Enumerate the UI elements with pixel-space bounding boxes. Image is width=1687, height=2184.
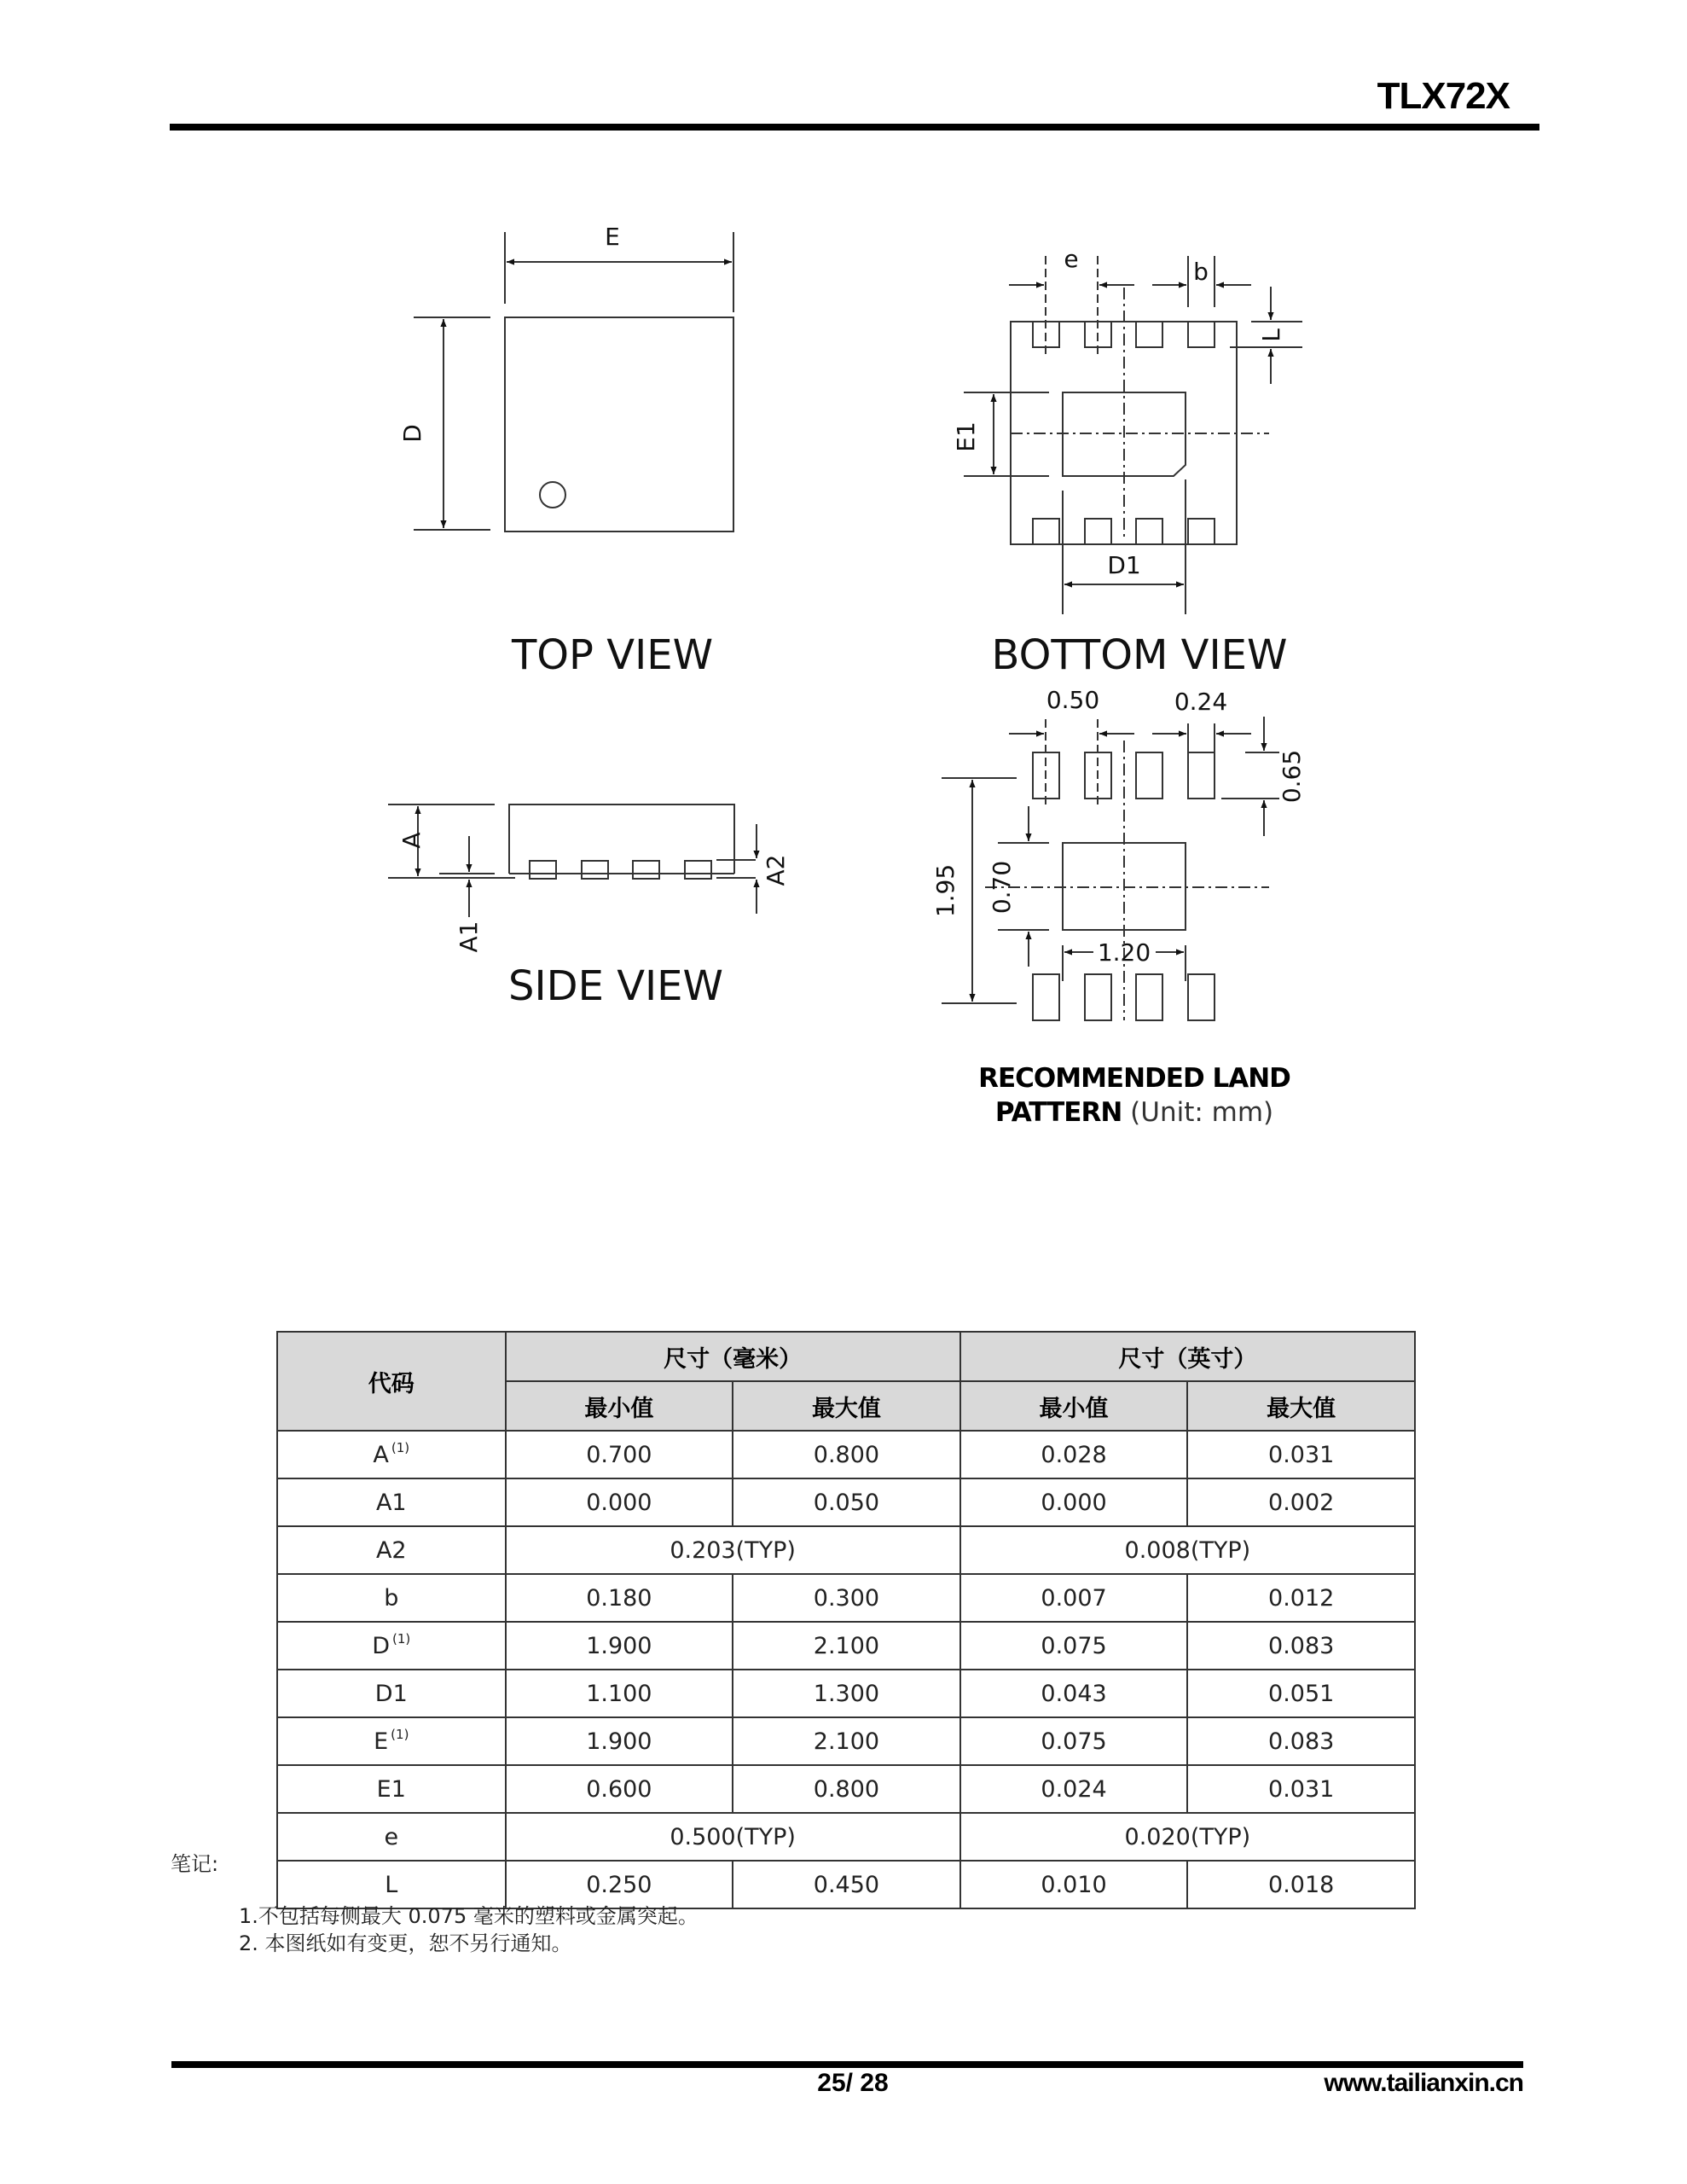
top-view-title: TOP VIEW [511, 631, 714, 679]
cell-in-min: 0.075 [960, 1622, 1188, 1670]
cell-in-typ: 0.020(TYP) [960, 1813, 1415, 1861]
table-row [277, 1717, 1415, 1765]
cell-mm-min: 0.000 [506, 1478, 733, 1526]
land-dim-pitch: 0.50 [1046, 686, 1100, 714]
side-leads [530, 861, 711, 879]
cell-code [277, 1765, 506, 1813]
cell-mm-max: 0.050 [733, 1478, 960, 1526]
cell-mm-max: 0.300 [733, 1574, 960, 1622]
land-dim-center-width: 1.20 [1097, 938, 1151, 967]
header-mm-min: 最小值 [506, 1381, 733, 1431]
land-pattern-caption [938, 1061, 1330, 1130]
side-view-dim-A1: A1 [455, 921, 483, 953]
cell-mm-min: 0.700 [506, 1431, 733, 1478]
cell-mm-typ: 0.203(TYP) [506, 1526, 960, 1574]
page-number: 25/ 28 [817, 2069, 889, 2097]
cell-in-max: 0.083 [1187, 1717, 1415, 1765]
cell-mm-min: 1.900 [506, 1622, 733, 1670]
cell-mm-max: 2.100 [733, 1622, 960, 1670]
cell-in-max: 0.051 [1187, 1670, 1415, 1717]
cell-in-min: 0.000 [960, 1478, 1188, 1526]
table-row [277, 1431, 1415, 1478]
header-mm-max: 最大值 [733, 1381, 960, 1431]
dimension-table [276, 1331, 1416, 1909]
side-view [388, 804, 757, 917]
footer-rule [171, 2061, 1523, 2068]
cell-code [277, 1431, 506, 1478]
top-view-body [505, 317, 733, 531]
code-text: L [385, 1871, 398, 1898]
cell-mm-max: 2.100 [733, 1717, 960, 1765]
cell-in-max: 0.031 [1187, 1765, 1415, 1813]
table-row [277, 1670, 1415, 1717]
header-mm-group: 尺寸（毫米） [506, 1332, 960, 1381]
land-caption-unit: (Unit: mm) [1130, 1097, 1274, 1128]
cell-in-max: 0.031 [1187, 1431, 1415, 1478]
code-text: D1 [374, 1680, 408, 1707]
cell-in-min: 0.007 [960, 1574, 1188, 1622]
document-title: TLX72X [1377, 75, 1510, 117]
side-view-body [509, 804, 734, 874]
side-view-title: SIDE VIEW [508, 962, 723, 1010]
table-header-row [277, 1332, 1415, 1381]
code-text: E1 [376, 1775, 406, 1803]
cell-in-min: 0.028 [960, 1431, 1188, 1478]
table-row [277, 1526, 1415, 1574]
cell-in-min: 0.010 [960, 1861, 1188, 1908]
cell-code [277, 1478, 506, 1526]
code-text: A [373, 1441, 389, 1468]
cell-mm-typ: 0.500(TYP) [506, 1813, 960, 1861]
cell-code [277, 1574, 506, 1622]
cell-code [277, 1670, 506, 1717]
cell-in-min: 0.043 [960, 1670, 1188, 1717]
bottom-view-dim-b: b [1193, 258, 1209, 286]
bottom-view-title: BOTTOM VIEW [991, 631, 1288, 679]
table-row [277, 1478, 1415, 1526]
side-view-dim-A2: A2 [762, 854, 790, 886]
cell-mm-min: 0.600 [506, 1765, 733, 1813]
cell-mm-max: 0.450 [733, 1861, 960, 1908]
land-dim-center-height: 0.70 [988, 860, 1016, 915]
cell-code [277, 1526, 506, 1574]
land-caption-line2: PATTERN [994, 1097, 1122, 1128]
top-view-dim-E: E [605, 223, 620, 251]
bottom-view-dim-e: e [1064, 245, 1079, 273]
header-code: 代码 [277, 1332, 506, 1431]
cell-mm-max: 0.800 [733, 1431, 960, 1478]
cell-in-typ: 0.008(TYP) [960, 1526, 1415, 1574]
code-text: b [384, 1584, 399, 1612]
table-row [277, 1765, 1415, 1813]
code-text: A2 [375, 1536, 407, 1564]
code-text: D [372, 1632, 391, 1659]
table-row [277, 1622, 1415, 1670]
footnote-ref: (1) [391, 1439, 410, 1455]
cell-code [277, 1622, 506, 1670]
footnote-ref: (1) [391, 1726, 409, 1742]
land-dim-pad-width: 0.24 [1174, 688, 1228, 716]
cell-mm-min: 1.900 [506, 1717, 733, 1765]
bottom-view-dim-E1: E1 [952, 421, 980, 452]
cell-code [277, 1717, 506, 1765]
land-caption-line1: RECOMMENDED LAND [978, 1063, 1290, 1094]
land-dim-pad-length: 0.65 [1278, 749, 1306, 804]
cell-in-min: 0.024 [960, 1765, 1188, 1813]
footnote-ref: (1) [392, 1630, 411, 1647]
website-link[interactable]: www.tailianxin.cn [1324, 2069, 1523, 2097]
top-view-dim-D: D [398, 424, 426, 443]
cell-mm-min: 0.180 [506, 1574, 733, 1622]
table-row [277, 1813, 1415, 1861]
bottom-view-dim-D1: D1 [1107, 551, 1141, 579]
cell-in-max: 0.012 [1187, 1574, 1415, 1622]
cell-mm-min: 1.100 [506, 1670, 733, 1717]
cell-in-min: 0.075 [960, 1717, 1188, 1765]
cell-in-max: 0.002 [1187, 1478, 1415, 1526]
code-text: E [374, 1728, 389, 1755]
header-inch-group: 尺寸（英寸） [960, 1332, 1415, 1381]
table-body [277, 1431, 1415, 1908]
land-dim-total-span: 1.95 [931, 863, 959, 918]
cell-mm-max: 0.800 [733, 1765, 960, 1813]
cell-in-max: 0.083 [1187, 1622, 1415, 1670]
cell-mm-max: 1.300 [733, 1670, 960, 1717]
table-row [277, 1574, 1415, 1622]
header-in-max: 最大值 [1187, 1381, 1415, 1431]
header-in-min: 最小值 [960, 1381, 1188, 1431]
cell-mm-min: 0.250 [506, 1861, 733, 1908]
pin1-marker [540, 482, 565, 508]
note-item: 2. 本图纸如有变更，恕不另行通知。 [239, 1931, 572, 1955]
cell-code [277, 1813, 506, 1861]
notes-label: 笔记: [171, 1852, 219, 1876]
code-text: e [384, 1823, 399, 1850]
note-item: 1.不包括每侧最大 0.075 毫米的塑料或金属突起。 [239, 1904, 699, 1928]
bottom-view-dim-L: L [1257, 328, 1285, 342]
top-view [414, 232, 733, 531]
side-view-dim-A: A [397, 832, 426, 849]
cell-in-max: 0.018 [1187, 1861, 1415, 1908]
code-text: A1 [375, 1489, 407, 1516]
